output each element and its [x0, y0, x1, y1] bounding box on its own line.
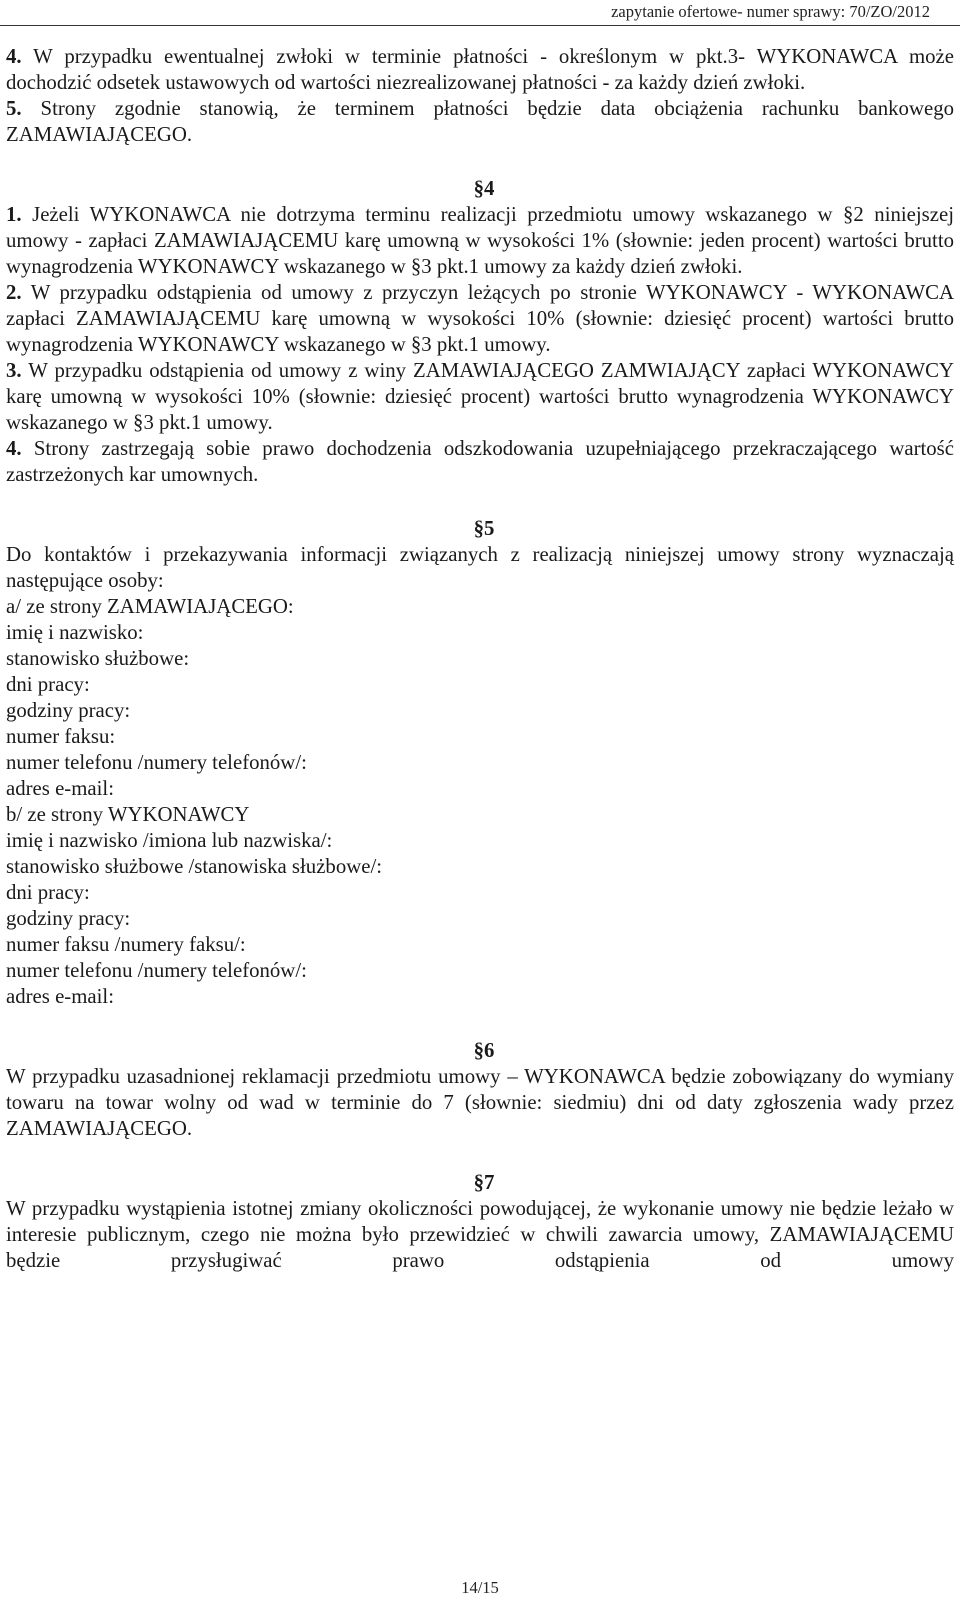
item-text: W przypadku odstąpienia od umowy z przyczyn leżących po stronie WYKONAWCY - WYKONAWCA zapłaci ZAMAWIAJĄCEMU karę umowną w wysokości 10% (słownie: dziesięć procent) wartości brutto wynagrodzenia WYKONAWCY wskazanego w §3 pkt.1 umowy. [6, 281, 954, 356]
contact-line: numer telefonu /numery telefonów/: [6, 751, 307, 774]
section5-intro: Do kontaktów i przekazywania informacji związanych z realizacją niniejszej umowy strony wyznaczają następujące osoby: [6, 543, 954, 592]
contact-line: stanowisko służbowe: [6, 647, 190, 670]
contact-line: dni pracy: [6, 881, 90, 904]
section-title-5: §5 [473, 517, 495, 540]
contact-list [6, 594, 954, 1010]
contact-line: adres e-mail: [6, 985, 114, 1008]
contact-line: imię i nazwisko: [6, 621, 144, 644]
contact-line: adres e-mail: [6, 777, 114, 800]
contact-line: imię i nazwisko /imiona lub nazwiska/: [6, 829, 333, 852]
contact-line: dni pracy: [6, 673, 90, 696]
contact-line: stanowisko służbowe /stanowiska służbowe/: [6, 855, 383, 878]
contact-line: godziny pracy: [6, 699, 131, 722]
item-number: 4. [6, 45, 22, 68]
item-text: Strony zastrzegają sobie prawo dochodzenia odszkodowania uzupełniającego przekraczającego wartość zastrzeżonych kar umownych. [6, 437, 954, 486]
contact-line: a/ ze strony ZAMAWIAJĄCEGO: [6, 595, 294, 618]
item-number: 5. [6, 97, 22, 120]
item-number: 2. [6, 281, 22, 304]
intro-item [6, 96, 954, 148]
item-text: Strony zgodnie stanowią, że terminem płatności będzie data obciążenia rachunku bankowego ZAMAWIAJĄCEGO. [6, 97, 955, 146]
item-text: Jeżeli WYKONAWCA nie dotrzyma terminu realizacji przedmiotu umowy wskazanego w §2 niniejszej umowy - zapłaci ZAMAWIAJĄCEMU karę umowną w wysokości 1% (słownie: jeden procent) wartości brutto wynagrodzenia WYKONAWCY wskazanego w §3 pkt.1 umowy za każdy dzień zwłoki. [6, 203, 954, 278]
intro-item [6, 44, 954, 96]
document-body [6, 0, 954, 1274]
section7-text: W przypadku wystąpienia istotnej zmiany okoliczności powodującej, że wykonanie umowy nie będzie leżało w interesie publicznym, czego nie można było przewidzieć w chwili zawarcia umowy, ZAMAWIAJĄCEMU będzie przysługiwać prawo odstąpienia od umowy [6, 1197, 954, 1272]
contact-line: godziny pracy: [6, 907, 131, 930]
section-title-6: §6 [473, 1039, 495, 1062]
section-title-4: §4 [473, 177, 495, 200]
contact-line: b/ ze strony WYKONAWCY [6, 803, 250, 826]
item-number: 1. [6, 203, 22, 226]
header-text: zapytanie ofertowe- numer sprawy: 70/ZO/2012 [611, 2, 930, 21]
section4-item [6, 202, 954, 280]
section4-item [6, 280, 954, 358]
section6-text: W przypadku uzasadnionej reklamacji przedmiotu umowy – WYKONAWCA będzie zobowiązany do wymiany towaru na towar wolny od wad w terminie do 7 (słownie: siedmiu) dni od daty zgłoszenia wady przez ZAMAWIAJĄCEGO. [6, 1065, 954, 1140]
contact-line: numer faksu: [6, 725, 116, 748]
item-text: W przypadku odstąpienia od umowy z winy ZAMAWIAJĄCEGO ZAMWIAJĄCY zapłaci WYKONAWCY karę umowną w wysokości 10% (słownie: dziesięć procent) wartości brutto wynagrodzenia WYKONAWCY wskazanego w §3 pkt.1 umowy. [6, 359, 954, 434]
item-number: 3. [6, 359, 22, 382]
item-number: 4. [6, 437, 22, 460]
section-title-7: §7 [473, 1171, 495, 1194]
item-text: W przypadku ewentualnej zwłoki w terminie płatności - określonym w pkt.3- WYKONAWCA może dochodzić odsetek ustawowych od wartości niezrealizowanej płatności - za każdy dzień zwłoki. [6, 45, 954, 94]
contact-line: numer faksu /numery faksu/: [6, 933, 246, 956]
section4-item [6, 436, 954, 488]
section4-item [6, 358, 954, 436]
contact-line: numer telefonu /numery telefonów/: [6, 959, 307, 982]
page-number: 14/15 [461, 1578, 499, 1597]
